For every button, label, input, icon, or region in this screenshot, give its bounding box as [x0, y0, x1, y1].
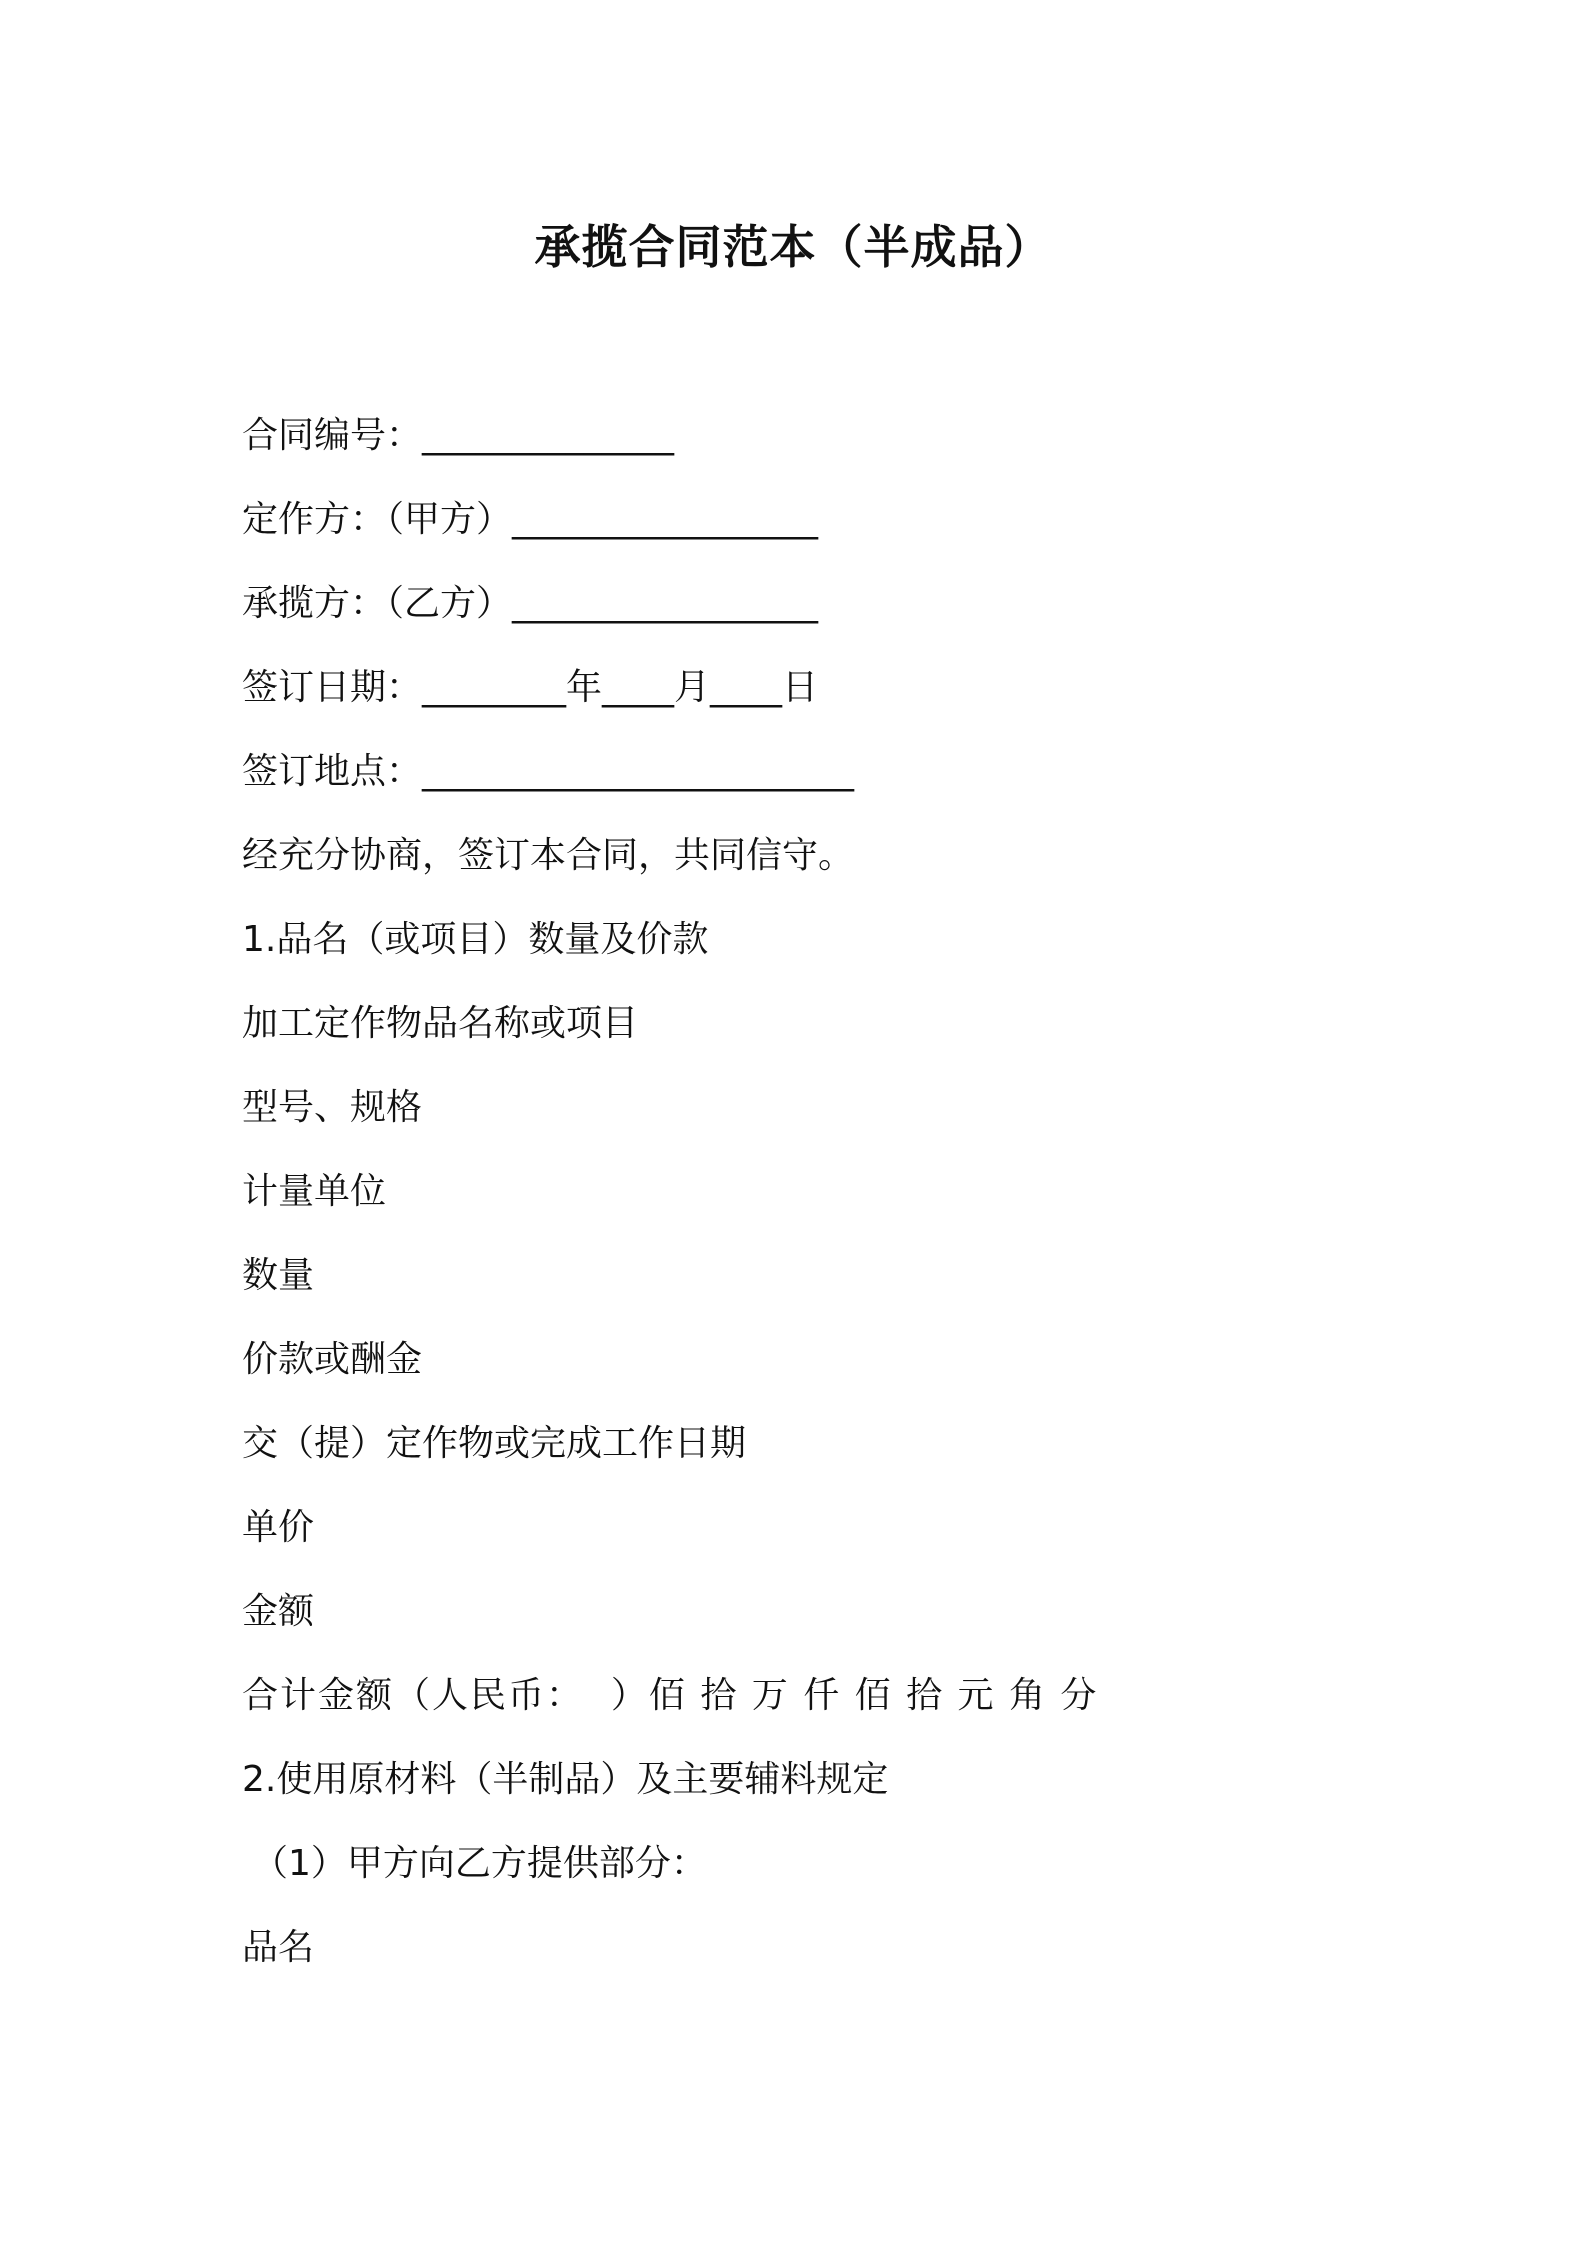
unit-label: 计量单位	[242, 1171, 387, 1212]
signing-date-line: 签订日期：________年____月____日	[242, 667, 819, 708]
agreement-statement: 经充分协商，签订本合同，共同信守。	[242, 835, 855, 876]
contractor-party-line: 承揽方：（乙方）_________________	[242, 583, 819, 624]
section-2-heading: 2.使用原材料（半制品）及主要辅料规定	[242, 1759, 889, 1800]
ordering-party-line: 定作方：（甲方）_________________	[242, 499, 819, 540]
contract-number-line: 合同编号：______________	[242, 415, 675, 456]
section-1-heading: 1.品名（或项目）数量及价款	[242, 919, 709, 960]
item-name-label: 加工定作物品名称或项目	[242, 1003, 639, 1044]
model-spec-label: 型号、规格	[242, 1087, 423, 1128]
amount-label: 金额	[242, 1591, 315, 1632]
price-label: 价款或酬金	[242, 1339, 423, 1380]
document-title: 承揽合同范本（半成品）	[534, 220, 1052, 274]
signing-place-line: 签订地点：________________________	[242, 751, 855, 792]
product-name-label: 品名	[242, 1927, 315, 1968]
subsection-1-heading: （1）甲方向乙方提供部分：	[252, 1843, 707, 1884]
delivery-date-label: 交（提）定作物或完成工作日期	[242, 1423, 747, 1464]
unit-price-label: 单价	[242, 1507, 315, 1548]
total-amount-line: 合计金额（人民币： ）佰 拾 万 仟 佰 拾 元 角 分	[242, 1675, 1099, 1716]
quantity-label: 数量	[242, 1255, 315, 1296]
